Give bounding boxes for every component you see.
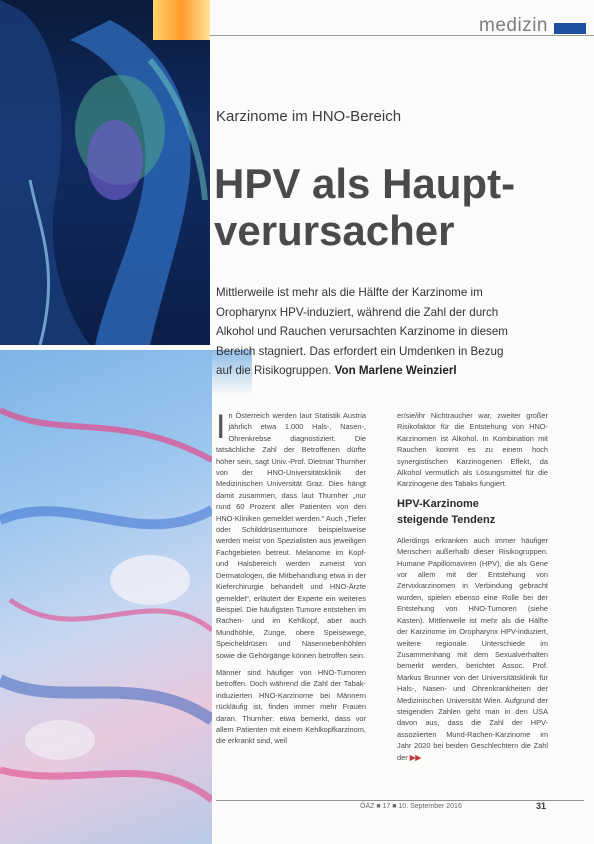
column-2-paragraph-2 — [397, 535, 548, 763]
lead-text: Mittlerweile ist mehr als die Hälfte der Karzinome im Oropharynx HPV-induziert, während die Zahl der durch Alkohol und Rauchen verursachten Karzinome in diesem Bereich stagniert. Das erfordert ein Umdenken in Bezug auf die Risikogruppen. — [216, 286, 508, 377]
column-2-paragraph-1: er/sie/ihr Nichtraucher war, zweiter großer Risikofaktor für die Entstehung von HNO-Karzinomen ist Alkohol. In Kombination mit Rauchen kommt es zu einem hoch synergistischen Karzinogenen Effekt, da Alkohol vermutlich als Lösungsmittel für die Karzinogene des Tabaks fungiert. — [397, 411, 548, 489]
histology-image-bottom — [0, 350, 212, 844]
column-1-text-1: n Österreich werden laut Statistik Austria jährlich etwa 1.000 Hals-, Nasen-, Ohrenkrebse diagnostiziert. Die tatsächliche Zahl der Betroffenen dürfte höher sein, sagt Univ.-Prof. Dietmar Thurnher von der HNO-Universitätsklinik der Medizinischen Universität Graz. Dies hängt damit zusammen, dass laut Thurnher „nur rund 60 Prozent aller Patienten von den HNO-Kliniken gemeldet werden.“ Auch „Tiefer oder Schilddrüsentumore beispielsweise werden meist von Spezialisten aus jeweiligen Fachgebieten betreut. Melanome im Kopf- und Halsbereich werden zumeist von Dermatologen, die Mitbehandlung etwa in der Kieferchirurgie behandelt und HNO-Ärzte gemeldet“, erläutert der Experte ein weiteres Beispiel. Die häufigsten Tumore entstehen im Rachen- und im Kehlkopf, aber auch Mundhöhle, Zunge, obere Speisewege, Speicheldrüsen und Nasennebenhöhlen sowie die Gehörgänge können betroffen sein. — [216, 411, 366, 660]
section-color-bar — [554, 23, 586, 34]
article-column-1 — [216, 410, 366, 753]
histology-illustration — [0, 350, 212, 844]
drop-cap: I — [216, 408, 226, 446]
issue-info: ÖÄZ ■ 17 ■ 10. September 2016 — [360, 803, 462, 810]
page-number: 31 — [536, 801, 547, 811]
article-lead — [216, 283, 521, 381]
title-line-2: verursacher — [214, 207, 455, 254]
medical-scan-image-top — [0, 0, 210, 345]
footer-rule — [216, 800, 584, 801]
section-label: medizin — [479, 15, 548, 36]
article-column-2 — [397, 410, 548, 769]
scan-color-strip — [153, 0, 210, 40]
article-subheading — [397, 496, 548, 528]
author-byline: Von Marlene Weinzierl — [334, 364, 457, 377]
subheading-line-2: steigende Tendenz — [397, 513, 496, 526]
continued-arrow-icon: ▶▶ — [409, 752, 422, 762]
article-kicker: Karzinome im HNO-Bereich — [216, 108, 402, 125]
scan-illustration — [0, 0, 210, 345]
title-line-1: HPV als Haupt- — [214, 160, 516, 207]
column-1-paragraph-2: Männer sind häufiger von HNO-Tumoren betroffen. Doch während die Zahl der Tabak-induzierten HNO-Karzinome bei Männern rückläufig ist, finden immer mehr Frauen daran. Thurnher: etwa bemerkt, dass vor allem Patienten mit einem Kehlkopfkarzinom, die erkrankt sind, weil — [216, 667, 366, 746]
article-title — [214, 160, 515, 254]
column-2-text-2: Allerdings erkranken auch immer häufiger Menschen außerhalb dieser Risikogruppen. Humane Papillomaviren (HPV), die als Gene vor allem mit der Entstehung von Zervixkarzinomen in Verbindung gebracht wurden, spielen ebenso eine Rolle bei der Entstehung von HNO-Tumoren (siehe Kasten). Mittlerweile ist mehr als die Hälfte der Karzinome im Oropharynx HPV-induziert, weitere regionale Unterschiede im Zusammenhang mit dem Sexualverhalten bemerkt werden, berichtet Assoc. Prof. Markus Brunner von der Universitätsklinik für Hals-, Nasen- und Ohrenkrankheiten der Medizinischen Universität Wien. Aufgrund der steigenden Zahlen geht man in den USA davon aus, dass die Zahl der HPV-assoziierten Mund-Rachen-Karzinome im Jahr 2020 bei beiden Geschlechtern die Zahl der — [397, 535, 548, 762]
subheading-line-1: HPV-Karzinome — [397, 497, 479, 510]
column-1-paragraph-1 — [216, 410, 366, 661]
